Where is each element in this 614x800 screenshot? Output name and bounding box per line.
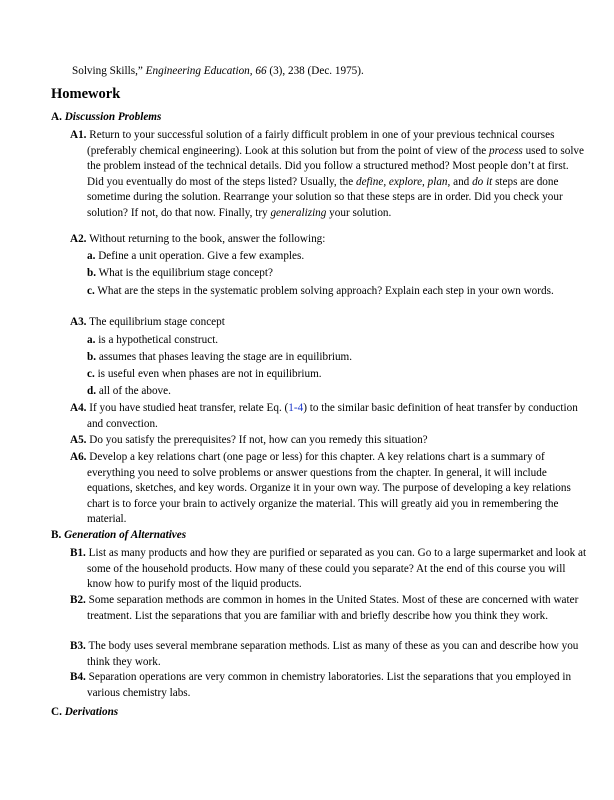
problem-a6: A6. Develop a key relations chart (one page or less) for this chapter. A key relations chart is a summary of everything you need to solve problems or answer questions from the chapter. In general, it will include equations, sketches, and key words. Organize it in your own way. The purpose of developing a key relations chart is to force your brain to actively organize the material. This will greatly aid you in remembering the material.	[70, 451, 571, 526]
equation-link[interactable]: 1-4	[288, 402, 304, 414]
problem-a3-b: b. assumes that phases leaving the stage are in equilibrium.	[87, 351, 353, 363]
reference-carryover: Solving Skills,” Engineering Education, 66 (3), 238 (Dec. 1975).	[72, 65, 364, 77]
problem-a2: A2. Without returning to the book, answer the following:	[70, 233, 326, 245]
problem-b2: B2. Some separation methods are common in homes in the United States. Most of these are concerned with water treatment. List the separations that you are familiar with and briefly describe how you think they work.	[70, 594, 579, 622]
problem-a2-b: b. What is the equilibrium stage concept?	[87, 267, 273, 279]
homework-heading: Homework	[51, 86, 121, 102]
section-a-heading: A. Discussion Problems	[51, 111, 162, 123]
problem-a3: A3. The equilibrium stage concept	[70, 316, 225, 328]
problem-a2-a: a. Define a unit operation. Give a few examples.	[87, 250, 305, 262]
section-b-heading: B. Generation of Alternatives	[51, 529, 187, 541]
section-c-heading: C. Derivations	[51, 706, 119, 718]
problem-b4: B4. Separation operations are very common in chemistry laboratories. List the separations that you employed in various chemistry labs.	[70, 671, 572, 699]
problem-b3: B3. The body uses several membrane separation methods. List as many of these as you can and describe how you think they work.	[70, 640, 579, 668]
problem-a5: A5. Do you satisfy the prerequisites? If not, how can you remedy this situation?	[70, 434, 428, 446]
problem-b1: B1. List as many products and how they are purified or separated as you can. Go to a large supermarket and look at some of the household products. How many of these could you separate? At the end of this course you will know how to purify most of the liquid products.	[70, 547, 587, 591]
problem-a1: A1. Return to your successful solution of a fairly difficult problem in one of your previous technical courses (preferably chemical engineering). Look at this solution but from the point of view of the process used to solve the problem instead of the technical details. Did you follow a structured method? Most people don’t at first. Did you eventually do most of the steps listed? Usually, the define, explore, plan, and do it steps are done sometime during the solution. Rearrange your solution so that these steps are in order. Did you check your solution? If not, do that now. Finally, try generalizing your solution.	[70, 129, 584, 219]
problem-a4: A4. If you have studied heat transfer, relate Eq. (1-4) to the similar basic definition of heat transfer by conduction and convection.	[70, 402, 578, 430]
problem-a3-a: a. is a hypothetical construct.	[87, 334, 219, 346]
problem-a3-c: c. is useful even when phases are not in equilibrium.	[87, 368, 322, 380]
problem-a2-c: c. What are the steps in the systematic problem solving approach? Explain each step in your own words.	[87, 285, 554, 297]
problem-a3-d: d. all of the above.	[87, 385, 171, 397]
